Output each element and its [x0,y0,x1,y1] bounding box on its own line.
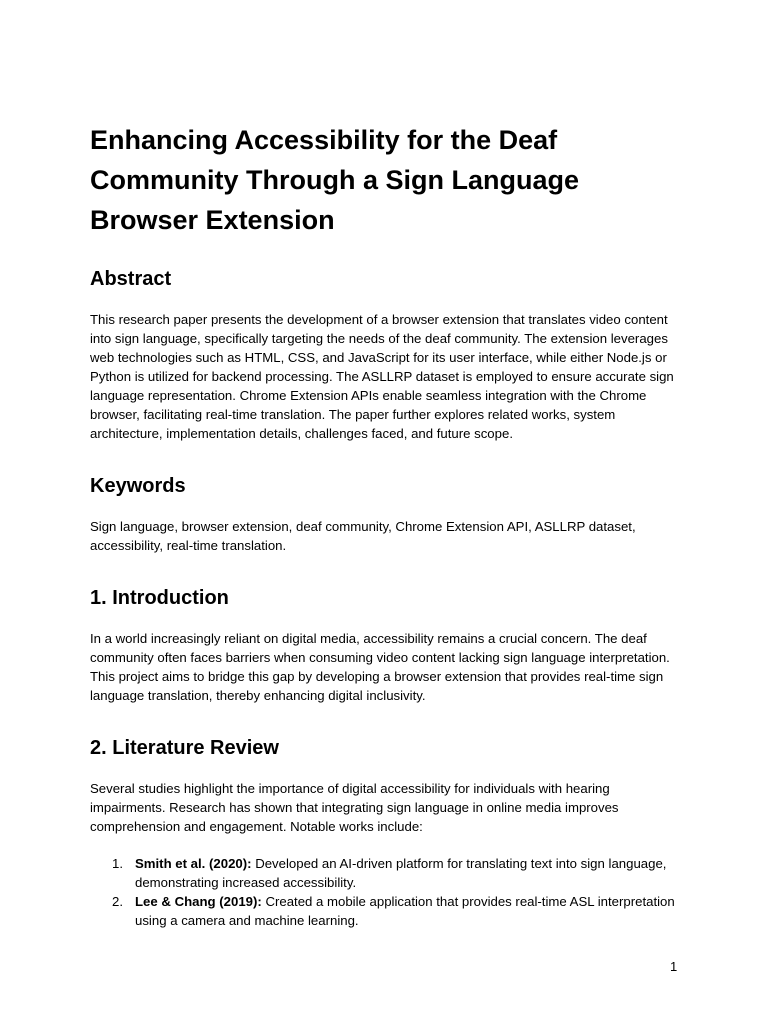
list-item [90,854,680,892]
abstract-body: This research paper presents the development of a browser extension that translates video content into sign language, specifically targeting the needs of the deaf community. The extension leverages web technologies such as HTML, CSS, and JavaScript for its user interface, while either Node.js or Python is utilized for backend processing. The ASLLRP dataset is employed to ensure accurate sign language representation. Chrome Extension APIs enable seamless integration with the Chrome browser, facilitating real-time translation. The paper further explores related works, system architecture, implementation details, challenges faced, and future scope. [90,312,674,441]
list-item-author: Lee & Chang (2019): [135,894,262,909]
list-item-text: Developed an AI-driven platform for translating text into sign language, demonstrating increased accessibility. [135,856,667,890]
literature-review-heading: 2. Literature Review [90,737,279,759]
paper-title: Enhancing Accessibility for the Deaf Community Through a Sign Language Browser Extension [90,125,579,235]
list-item [90,892,680,930]
page-number: 1 [670,959,678,974]
list-item-number: 1. [112,856,123,871]
keywords-body: Sign language, browser extension, deaf community, Chrome Extension API, ASLLRP dataset, accessibility, real-time translation. [90,519,636,553]
literature-review-body: Several studies highlight the importance of digital accessibility for individuals with hearing impairments. Research has shown that integrating sign language in online media improves comprehension and engagement. Notable works include: [90,781,619,834]
introduction-body: In a world increasingly reliant on digital media, accessibility remains a crucial concern. The deaf community often faces barriers when consuming video content lacking sign language interpretation. This project aims to bridge this gap by developing a browser extension that provides real-time sign language translation, thereby enhancing digital inclusivity. [90,631,670,703]
list-item-author: Smith et al. (2020): [135,856,252,871]
notable-works-list [90,854,680,930]
abstract-heading: Abstract [90,268,172,290]
introduction-heading: 1. Introduction [90,587,229,609]
paper-page [90,120,680,930]
list-item-number: 2. [112,894,123,909]
list-item-text: Created a mobile application that provides real-time ASL interpretation using a camera and machine learning. [135,894,675,928]
keywords-heading: Keywords [90,475,186,497]
